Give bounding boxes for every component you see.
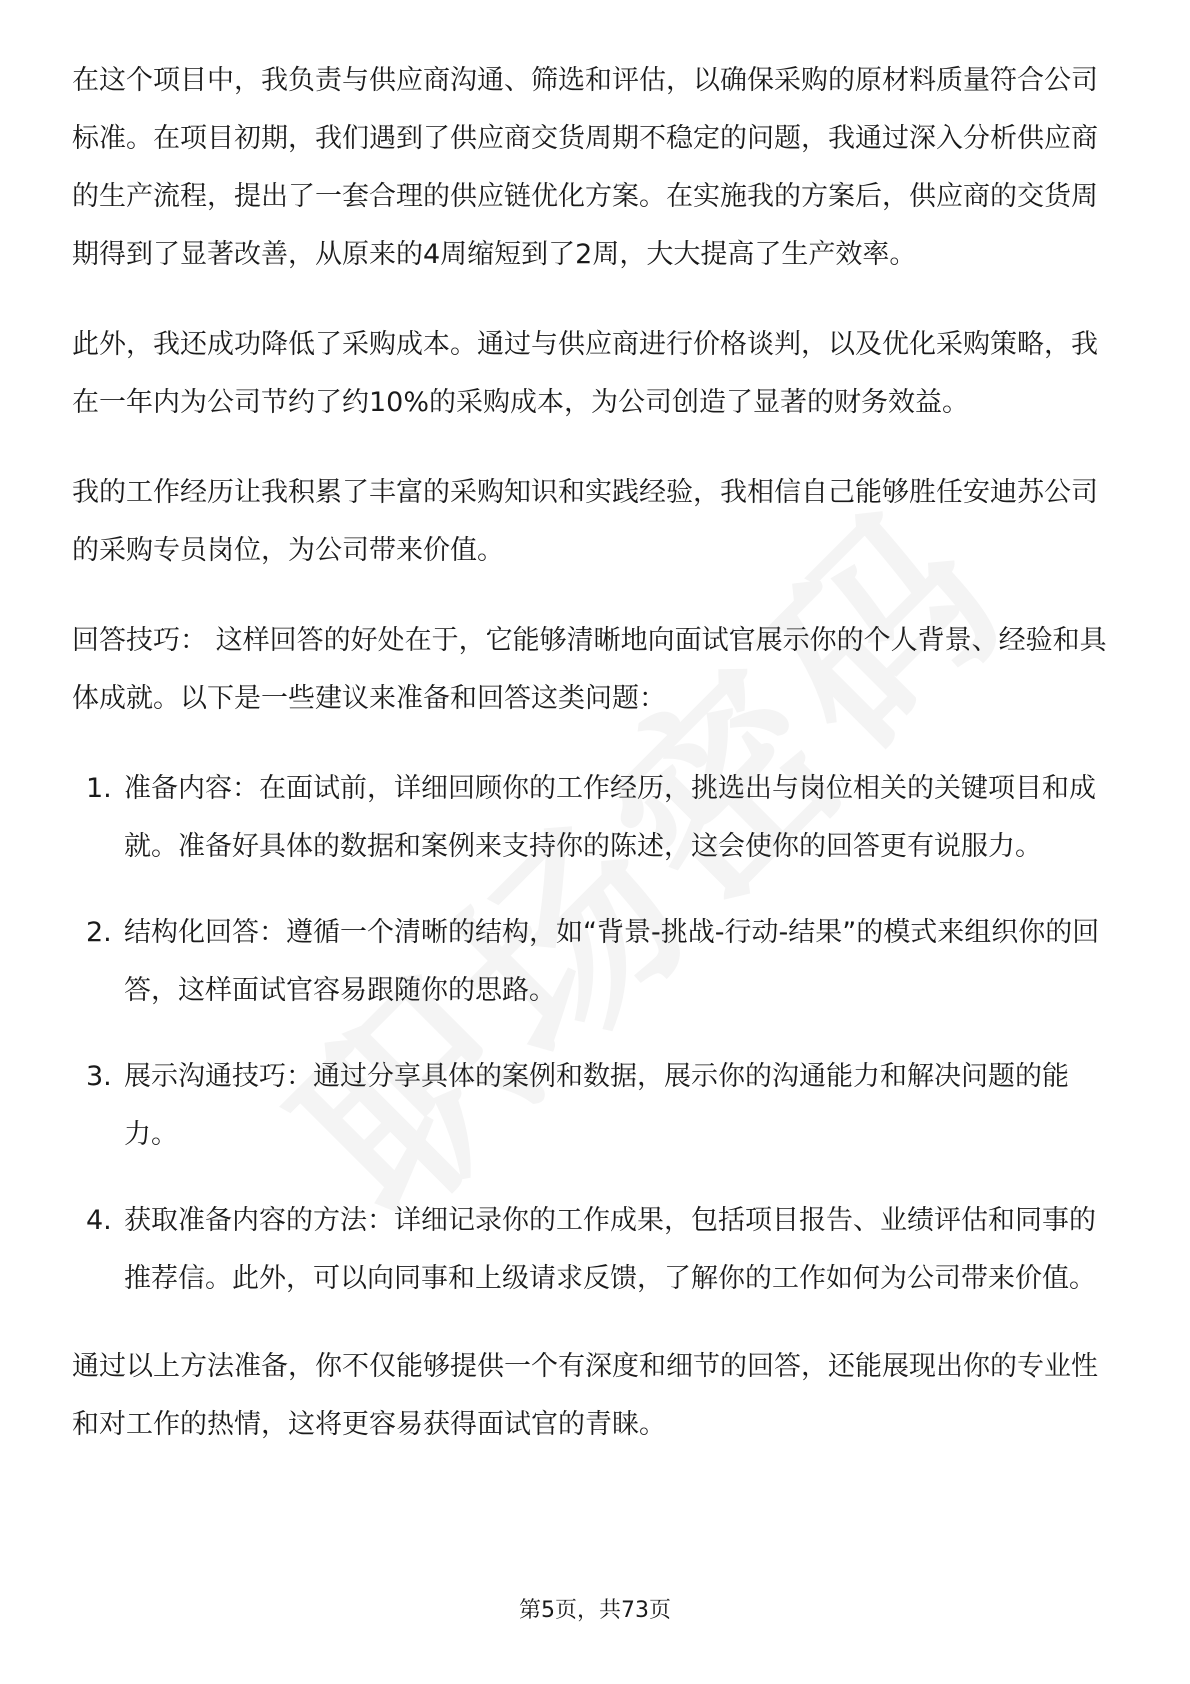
- paragraph-project-experience: 在这个项目中，我负责与供应商沟通、筛选和评估，以确保采购的原材料质量符合公司标准。在项目初期，我们遇到了供应商交货周期不稳定的问题，我通过深入分析供应商的生产流程，提出了一套合理的供应链优化方案。在实施我的方案后，供应商的交货周期得到了显著改善，从原来的4周缩短到了2周，大大提高了生产效率。: [72, 65, 1098, 270]
- tips-list: [72, 760, 1118, 1308]
- list-item-number: 4.: [86, 1205, 112, 1236]
- paragraph-cost-reduction: 此外，我还成功降低了采购成本。通过与供应商进行价格谈判，以及优化采购策略，我在一年内为公司节约了约10%的采购成本，为公司创造了显著的财务效益。: [72, 329, 1098, 418]
- paragraph-answer-tips-intro: 回答技巧： 这样回答的好处在于，它能够清晰地向面试官展示你的个人背景、经验和具体成就。以下是一些建议来准备和回答这类问题：: [72, 625, 1107, 714]
- paragraph-summary: 我的工作经历让我积累了丰富的采购知识和实践经验，我相信自己能够胜任安迪苏公司的采购专员岗位，为公司带来价值。: [72, 477, 1098, 566]
- list-item-text: 准备内容：在面试前，详细回顾你的工作经历，挑选出与岗位相关的关键项目和成就。准备好具体的数据和案例来支持你的陈述，这会使你的回答更有说服力。: [124, 773, 1096, 862]
- list-item: [72, 1192, 1118, 1308]
- list-item-text: 展示沟通技巧：通过分享具体的案例和数据，展示你的沟通能力和解决问题的能力。: [124, 1061, 1069, 1150]
- list-item-text: 获取准备内容的方法：详细记录你的工作成果，包括项目报告、业绩评估和同事的推荐信。此外，可以向同事和上级请求反馈，了解你的工作如何为公司带来价值。: [124, 1205, 1096, 1294]
- paragraph-closing: 通过以上方法准备，你不仅能够提供一个有深度和细节的回答，还能展现出你的专业性和对工作的热情，这将更容易获得面试官的青睐。: [72, 1351, 1098, 1440]
- list-item-number: 2.: [86, 917, 112, 948]
- list-item: [72, 904, 1118, 1020]
- page-number-footer: 第5页，共73页: [519, 1598, 671, 1623]
- document-body: [72, 52, 1118, 1486]
- list-item: [72, 1048, 1118, 1164]
- list-item-number: 1.: [86, 773, 112, 804]
- list-item-number: 3.: [86, 1061, 112, 1092]
- list-item-text: 结构化回答：遵循一个清晰的结构，如“背景-挑战-行动-结果”的模式来组织你的回答，这样面试官容易跟随你的思路。: [124, 917, 1100, 1006]
- list-item: [72, 760, 1118, 876]
